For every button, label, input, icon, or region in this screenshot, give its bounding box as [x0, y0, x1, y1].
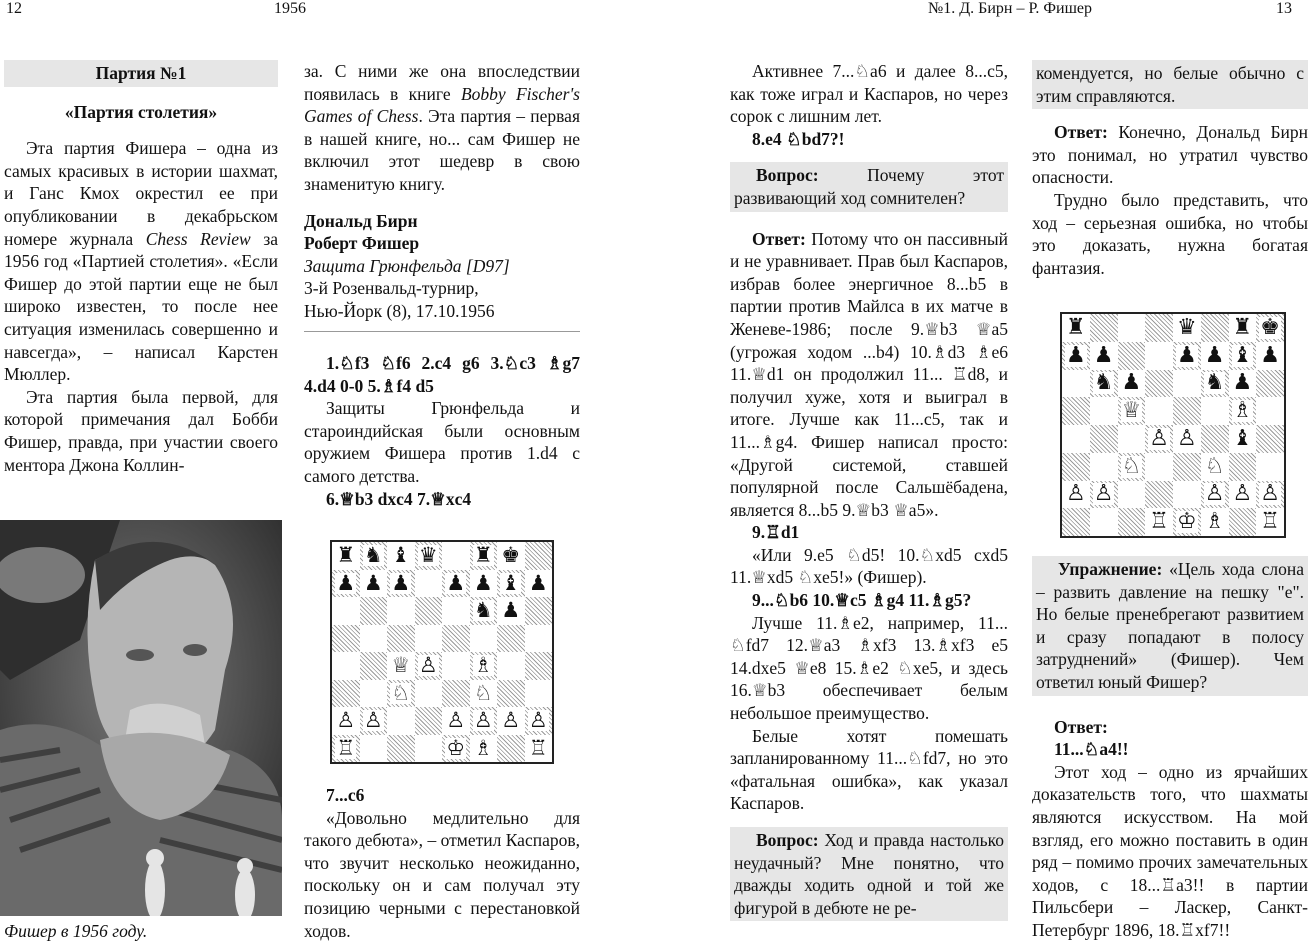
- board-square: [1118, 397, 1146, 425]
- board-square: [1118, 425, 1146, 453]
- board-square: [1062, 453, 1090, 481]
- board-square: [1173, 397, 1201, 425]
- board-square: [1256, 508, 1284, 536]
- chess-piece: ♚: [501, 543, 521, 568]
- chess-piece: ♟: [1121, 370, 1142, 396]
- chess-piece: ♔: [1177, 509, 1197, 535]
- chess-piece: ♙: [1066, 481, 1086, 507]
- board-square: [415, 570, 443, 598]
- board-square: [332, 542, 360, 570]
- board-square: [1201, 425, 1229, 453]
- chess-diagram-2: [1060, 312, 1286, 538]
- chess-piece: ♜: [336, 543, 356, 568]
- board-square: [525, 735, 553, 763]
- chess-piece: ♘: [391, 680, 411, 705]
- chess-piece: ♙: [418, 653, 438, 678]
- board-square: [1145, 508, 1173, 536]
- board-square: [1256, 453, 1284, 481]
- board-square: [1118, 508, 1146, 536]
- board-square: [360, 570, 388, 598]
- board-square: [1062, 342, 1090, 370]
- board-square: [497, 542, 525, 570]
- board-square: [470, 570, 498, 598]
- board-square: [525, 680, 553, 708]
- chess-piece: ♘: [1121, 453, 1142, 479]
- chess-piece: ♟: [446, 570, 466, 595]
- move-11-a4: 11...♘a4!!: [1054, 739, 1129, 760]
- comment-9e5: «Или 9.e5 ♘d5! 10.♘xd5 cxd5 11.♕xd5 ♘xe5!» (Фишер).: [730, 544, 1008, 588]
- board-square: [1090, 453, 1118, 481]
- chess-piece: ♕: [1121, 398, 1142, 424]
- chess-piece: ♟: [336, 570, 356, 595]
- chess-piece: ♗: [1204, 509, 1225, 535]
- comment-fatal: Белые хотят помешать запланированному 11...♘fd7, но это «фатальная ошибка», как указал Каспаров.: [730, 725, 1008, 814]
- event-name: 3-й Розенвальд-турнир,: [304, 278, 479, 299]
- board-square: [497, 625, 525, 653]
- board-square: [470, 597, 498, 625]
- board-square: [1229, 453, 1257, 481]
- photo-caption: Фишер в 1956 году.: [4, 921, 148, 941]
- board-square: [415, 735, 443, 763]
- chess-piece: ♟: [1093, 342, 1114, 368]
- board-square: [360, 652, 388, 680]
- chess-piece: ♜: [1066, 314, 1086, 340]
- board-square: [1256, 342, 1284, 370]
- board-square: [332, 652, 360, 680]
- board-square: [1229, 397, 1257, 425]
- opening-name: Защита Грюнфельда [D97]: [304, 255, 510, 276]
- chess-piece: ♗: [473, 653, 493, 678]
- board-square: [1201, 508, 1229, 536]
- board-square: [1201, 370, 1229, 398]
- chess-piece: ♙: [1177, 425, 1197, 451]
- board-square: [525, 707, 553, 735]
- column-2-lower: [304, 784, 580, 942]
- board-square: [332, 735, 360, 763]
- comment-art: Этот ход – одно из ярчайших доказательств того, что шахматы являются искусством. На мой взгляд, его можно поставить в один ряд – помимо прочих замечательных ходов, с 18...♖a3!! в партии Пильсбери – Ласкер, Санкт-Петербург 1896, 18.♖xf7!!: [1032, 761, 1308, 940]
- board-square: [1145, 425, 1173, 453]
- right-running-title: №1. Д. Бирн – Р. Фишер: [928, 0, 1093, 17]
- board-square: [1173, 481, 1201, 509]
- event-place-date: Нью-Йорк (8), 17.10.1956: [304, 300, 495, 321]
- move-7-c6: 7...c6: [326, 785, 365, 805]
- board-square: [1173, 453, 1201, 481]
- board-square: [1062, 481, 1090, 509]
- board-square: [332, 680, 360, 708]
- board-square: [332, 625, 360, 653]
- board-square: [387, 542, 415, 570]
- board-square: [470, 542, 498, 570]
- board-square: [1145, 397, 1173, 425]
- board-square: [1090, 342, 1118, 370]
- move-9: 9.♖d1: [752, 522, 800, 543]
- board-square: [1090, 425, 1118, 453]
- board-square: [1229, 314, 1257, 342]
- chess-piece: ♖: [528, 735, 548, 760]
- chess-piece: ♙: [1232, 481, 1253, 507]
- column-3: [730, 60, 1008, 921]
- board-square: [470, 652, 498, 680]
- answer-1: Ответ: Потому что он пассивный и не уравнивает. Прав был Каспаров, избрав более энергичное 8...b5 в партии против Майлса в их матче в Женеве-1986; после 9.♕b3 ♕a5 (угрожая ходом ...b4) 10.♗d3 ♗e6 11.♕d1 он продолжил 11... ♖d8, и получил хуже, хотя и выиграл в итоге. Лучше как 11...c5, так и 11...♗g4. Фишер написал просто: «Другой системой, ставшей популярной после Сальшёбадена, является 8...b5 9.♕b3 ♕a5».: [730, 228, 1008, 520]
- game-title: «Партия столетия»: [64, 101, 218, 122]
- question-1: Вопрос: Почему этот развивающий ход сомнителен?: [730, 162, 1008, 211]
- board-square: [1173, 314, 1201, 342]
- chess-piece: ♙: [1149, 425, 1169, 451]
- board-square: [387, 570, 415, 598]
- chess-piece: ♝: [501, 570, 521, 595]
- board-square: [1201, 453, 1229, 481]
- board-square: [1256, 397, 1284, 425]
- board-square: [1090, 508, 1118, 536]
- board-square: [1118, 481, 1146, 509]
- intro-paragraph: Эта партия Фишера – одна из самых красивых в истории шахмат, и Ганс Кмох окрестил ее при опубликовании в декабрьском номере журнала Chess Review за 1956 год «Партией столетия». «Если Фишер до этой партии еще не был широко известен, то после нее ситуация изменилась совершенно и навсегда», – написал Карстен Мюллер.: [4, 138, 278, 385]
- chess-piece: ♙: [1260, 481, 1280, 507]
- board-square: [1229, 508, 1257, 536]
- board-square: [1229, 481, 1257, 509]
- chess-piece: ♟: [1066, 342, 1086, 368]
- board-square: [1062, 314, 1090, 342]
- board-square: [1062, 508, 1090, 536]
- board-square: [1118, 314, 1146, 342]
- board-square: [470, 735, 498, 763]
- board-square: [442, 735, 470, 763]
- chess-piece: ♛: [418, 543, 438, 568]
- header-divider: [304, 331, 580, 332]
- black-player: Роберт Фишер: [304, 233, 420, 254]
- left-running-title: 1956: [274, 0, 306, 17]
- exercise: Упражнение: «Цель хода слона – развить давление на пешку "е". Но белые пренебрегают развитием и сразу попадают в полосу затруднений» (Фишер). Чем ответил юный Фишер?: [1032, 556, 1308, 696]
- chess-piece: ♙: [473, 708, 493, 733]
- board-square: [1145, 453, 1173, 481]
- board-square: [1201, 314, 1229, 342]
- board-square: [1256, 481, 1284, 509]
- board-square: [1118, 342, 1146, 370]
- move-8: 8.e4 ♘bd7?!: [752, 128, 845, 149]
- board-square: [525, 625, 553, 653]
- chess-piece: ♖: [1260, 509, 1280, 535]
- chess-piece: ♟: [501, 598, 521, 623]
- board-square: [1090, 397, 1118, 425]
- column-2: [304, 60, 580, 323]
- intro-paragraph-2: Эта партия была первой, для которой примечания дал Бобби Фишер, правда, при участии своего ментора Джона Коллин-: [4, 386, 278, 475]
- chess-diagram-1: [330, 540, 554, 764]
- board-square: [497, 735, 525, 763]
- board-square: [415, 652, 443, 680]
- board-square: [415, 707, 443, 735]
- board-square: [497, 597, 525, 625]
- question-2: Вопрос: Ход и правда настолько неудачный? Мне понятно, что дважды ходить одной и той же фигурой в дебюте не ре-: [730, 827, 1008, 921]
- chess-piece: ♙: [446, 708, 466, 733]
- chess-piece: ♙: [501, 708, 521, 733]
- board-square: [525, 652, 553, 680]
- game-number-heading: Партия №1: [4, 60, 278, 87]
- board-square: [442, 680, 470, 708]
- board-square: [1118, 453, 1146, 481]
- board-square: [1145, 342, 1173, 370]
- board-square: [442, 707, 470, 735]
- board-square: [360, 680, 388, 708]
- board-square: [387, 680, 415, 708]
- board-square: [415, 625, 443, 653]
- chess-piece: ♞: [1093, 370, 1114, 396]
- board-square: [1062, 425, 1090, 453]
- comment-kasparov: «Довольно медлительно для такого дебюта», – отметил Каспаров, что звучит несколько неожиданно, поскольку он и сам получал эту позицию черными с перестановкой ходов.: [304, 807, 580, 941]
- chess-piece: ♜: [1232, 314, 1253, 340]
- board-square: [442, 625, 470, 653]
- chess-piece: ♞: [1204, 370, 1225, 396]
- board-square: [1201, 481, 1229, 509]
- column-1: [4, 60, 278, 476]
- moves-9-11: 9...♘b6 10.♕c5 ♗g4 11.♗g5?: [752, 590, 972, 611]
- board-square: [1256, 425, 1284, 453]
- board-square: [1201, 397, 1229, 425]
- question-2-continued: комендуется, но белые обычно с этим справляются.: [1032, 60, 1308, 109]
- board-square: [387, 735, 415, 763]
- board-square: [387, 707, 415, 735]
- board-square: [360, 542, 388, 570]
- chess-piece: ♟: [473, 570, 493, 595]
- board-square: [1201, 342, 1229, 370]
- chess-piece: ♝: [1232, 342, 1253, 368]
- opening-moves: 1.♘f3 ♘f6 2.c4 g6 3.♘c3 ♗g7 4.d4 0-0 5.♗f4 d5: [304, 353, 580, 396]
- chess-piece: ♞: [473, 598, 493, 623]
- answer-2: Ответ: Конечно, Дональд Бирн это понимал, но утратил чувство опасности.: [1032, 122, 1308, 188]
- board-square: [1090, 481, 1118, 509]
- board-square: [442, 570, 470, 598]
- chess-piece: ♗: [473, 735, 493, 760]
- chess-piece: ♔: [446, 735, 466, 760]
- white-player: Дональд Бирн: [304, 210, 418, 231]
- board-square: [470, 680, 498, 708]
- board-square: [442, 597, 470, 625]
- chess-piece: ♟: [391, 570, 411, 595]
- comment-fantasy: Трудно было представить, что ход – серьезная ошибка, но чтобы это доказать, нужна богатая фантазия.: [1032, 189, 1308, 278]
- board-square: [470, 625, 498, 653]
- board-square: [360, 597, 388, 625]
- board-square: [1118, 370, 1146, 398]
- board-square: [360, 625, 388, 653]
- board-square: [332, 570, 360, 598]
- chess-piece: ♙: [336, 708, 356, 733]
- board-square: [415, 597, 443, 625]
- board-square: [1229, 370, 1257, 398]
- board-square: [387, 597, 415, 625]
- board-square: [415, 680, 443, 708]
- board-square: [387, 652, 415, 680]
- board-square: [525, 542, 553, 570]
- column-2-moves: [304, 352, 580, 510]
- board-square: [442, 542, 470, 570]
- board-square: [332, 707, 360, 735]
- chess-piece: ♜: [473, 543, 493, 568]
- board-square: [525, 570, 553, 598]
- left-page-number: 12: [6, 0, 22, 17]
- chess-piece: ♖: [1149, 509, 1169, 535]
- chess-piece: ♚: [1260, 314, 1280, 340]
- board-square: [497, 680, 525, 708]
- board-square: [497, 652, 525, 680]
- board-square: [1256, 370, 1284, 398]
- chess-piece: ♙: [1093, 481, 1114, 507]
- comment-grunfeld: Защиты Грюнфельда и староиндийская были основным оружием Фишера против 1.d4 с самого детства.: [304, 398, 580, 486]
- board-square: [470, 707, 498, 735]
- board-square: [1062, 397, 1090, 425]
- board-square: [360, 735, 388, 763]
- board-square: [442, 652, 470, 680]
- chess-piece: ♙: [528, 708, 548, 733]
- board-square: [332, 597, 360, 625]
- column-4-lower: [1032, 556, 1308, 942]
- board-square: [1229, 425, 1257, 453]
- board-square: [525, 597, 553, 625]
- board-square: [1256, 314, 1284, 342]
- chess-piece: ♝: [391, 543, 411, 568]
- right-page-number: 13: [1276, 0, 1292, 17]
- chess-piece: ♛: [1177, 314, 1197, 340]
- comment-11e2: Лучше 11.♗e2, например, 11... ♘fd7 12.♕a3 ♗xf3 13.♗xf3 e5 14.dxe5 ♕e8 15.♗e2 ♘xe5, и здесь 16.♕b3 обеспечивает белым небольшое преимущество.: [730, 612, 1008, 724]
- column-4: [1032, 60, 1308, 279]
- chess-piece: ♘: [1204, 453, 1225, 479]
- chess-piece: ♙: [363, 708, 383, 733]
- board-square: [1145, 370, 1173, 398]
- answer-label: Ответ:: [1054, 716, 1108, 737]
- board-square: [1173, 508, 1201, 536]
- board-square: [1090, 370, 1118, 398]
- board-square: [360, 707, 388, 735]
- board-square: [415, 542, 443, 570]
- boy-portrait-image: [0, 520, 282, 916]
- chess-piece: ♘: [473, 680, 493, 705]
- chess-piece: ♕: [391, 653, 411, 678]
- board-square: [497, 707, 525, 735]
- board-square: [1145, 481, 1173, 509]
- chess-piece: ♗: [1232, 398, 1253, 424]
- chess-piece: ♟: [1204, 342, 1225, 368]
- board-square: [1173, 425, 1201, 453]
- intro-continued: за. С ними же она впоследствии появилась в книге Bobby Fischer's Games of Chess. Эта партия – первая в нашей книге, но... сам Фишер не включил этот шедевр в свою знаменитую книгу.: [304, 61, 580, 194]
- chess-piece: ♟: [1260, 342, 1280, 368]
- chess-piece: ♟: [528, 570, 548, 595]
- board-square: [1145, 314, 1173, 342]
- comment-active: Активнее 7...♘a6 и далее 8...c5, как тоже играл и Каспаров, но через сорок с лишним лет.: [730, 61, 1008, 127]
- chess-piece: ♙: [1204, 481, 1225, 507]
- board-square: [387, 625, 415, 653]
- chess-piece: ♟: [1232, 370, 1253, 396]
- board-square: [497, 570, 525, 598]
- board-square: [1090, 314, 1118, 342]
- chess-piece: ♝: [1232, 425, 1253, 451]
- board-square: [1062, 370, 1090, 398]
- chess-piece: ♖: [336, 735, 356, 760]
- chess-piece: ♟: [1177, 342, 1197, 368]
- board-square: [1173, 370, 1201, 398]
- board-square: [1173, 342, 1201, 370]
- fischer-photo: [0, 520, 282, 916]
- chess-piece: ♞: [363, 543, 383, 568]
- board-square: [1229, 342, 1257, 370]
- moves-6-7: 6.♕b3 dxc4 7.♕xc4: [326, 488, 472, 509]
- chess-piece: ♟: [363, 570, 383, 595]
